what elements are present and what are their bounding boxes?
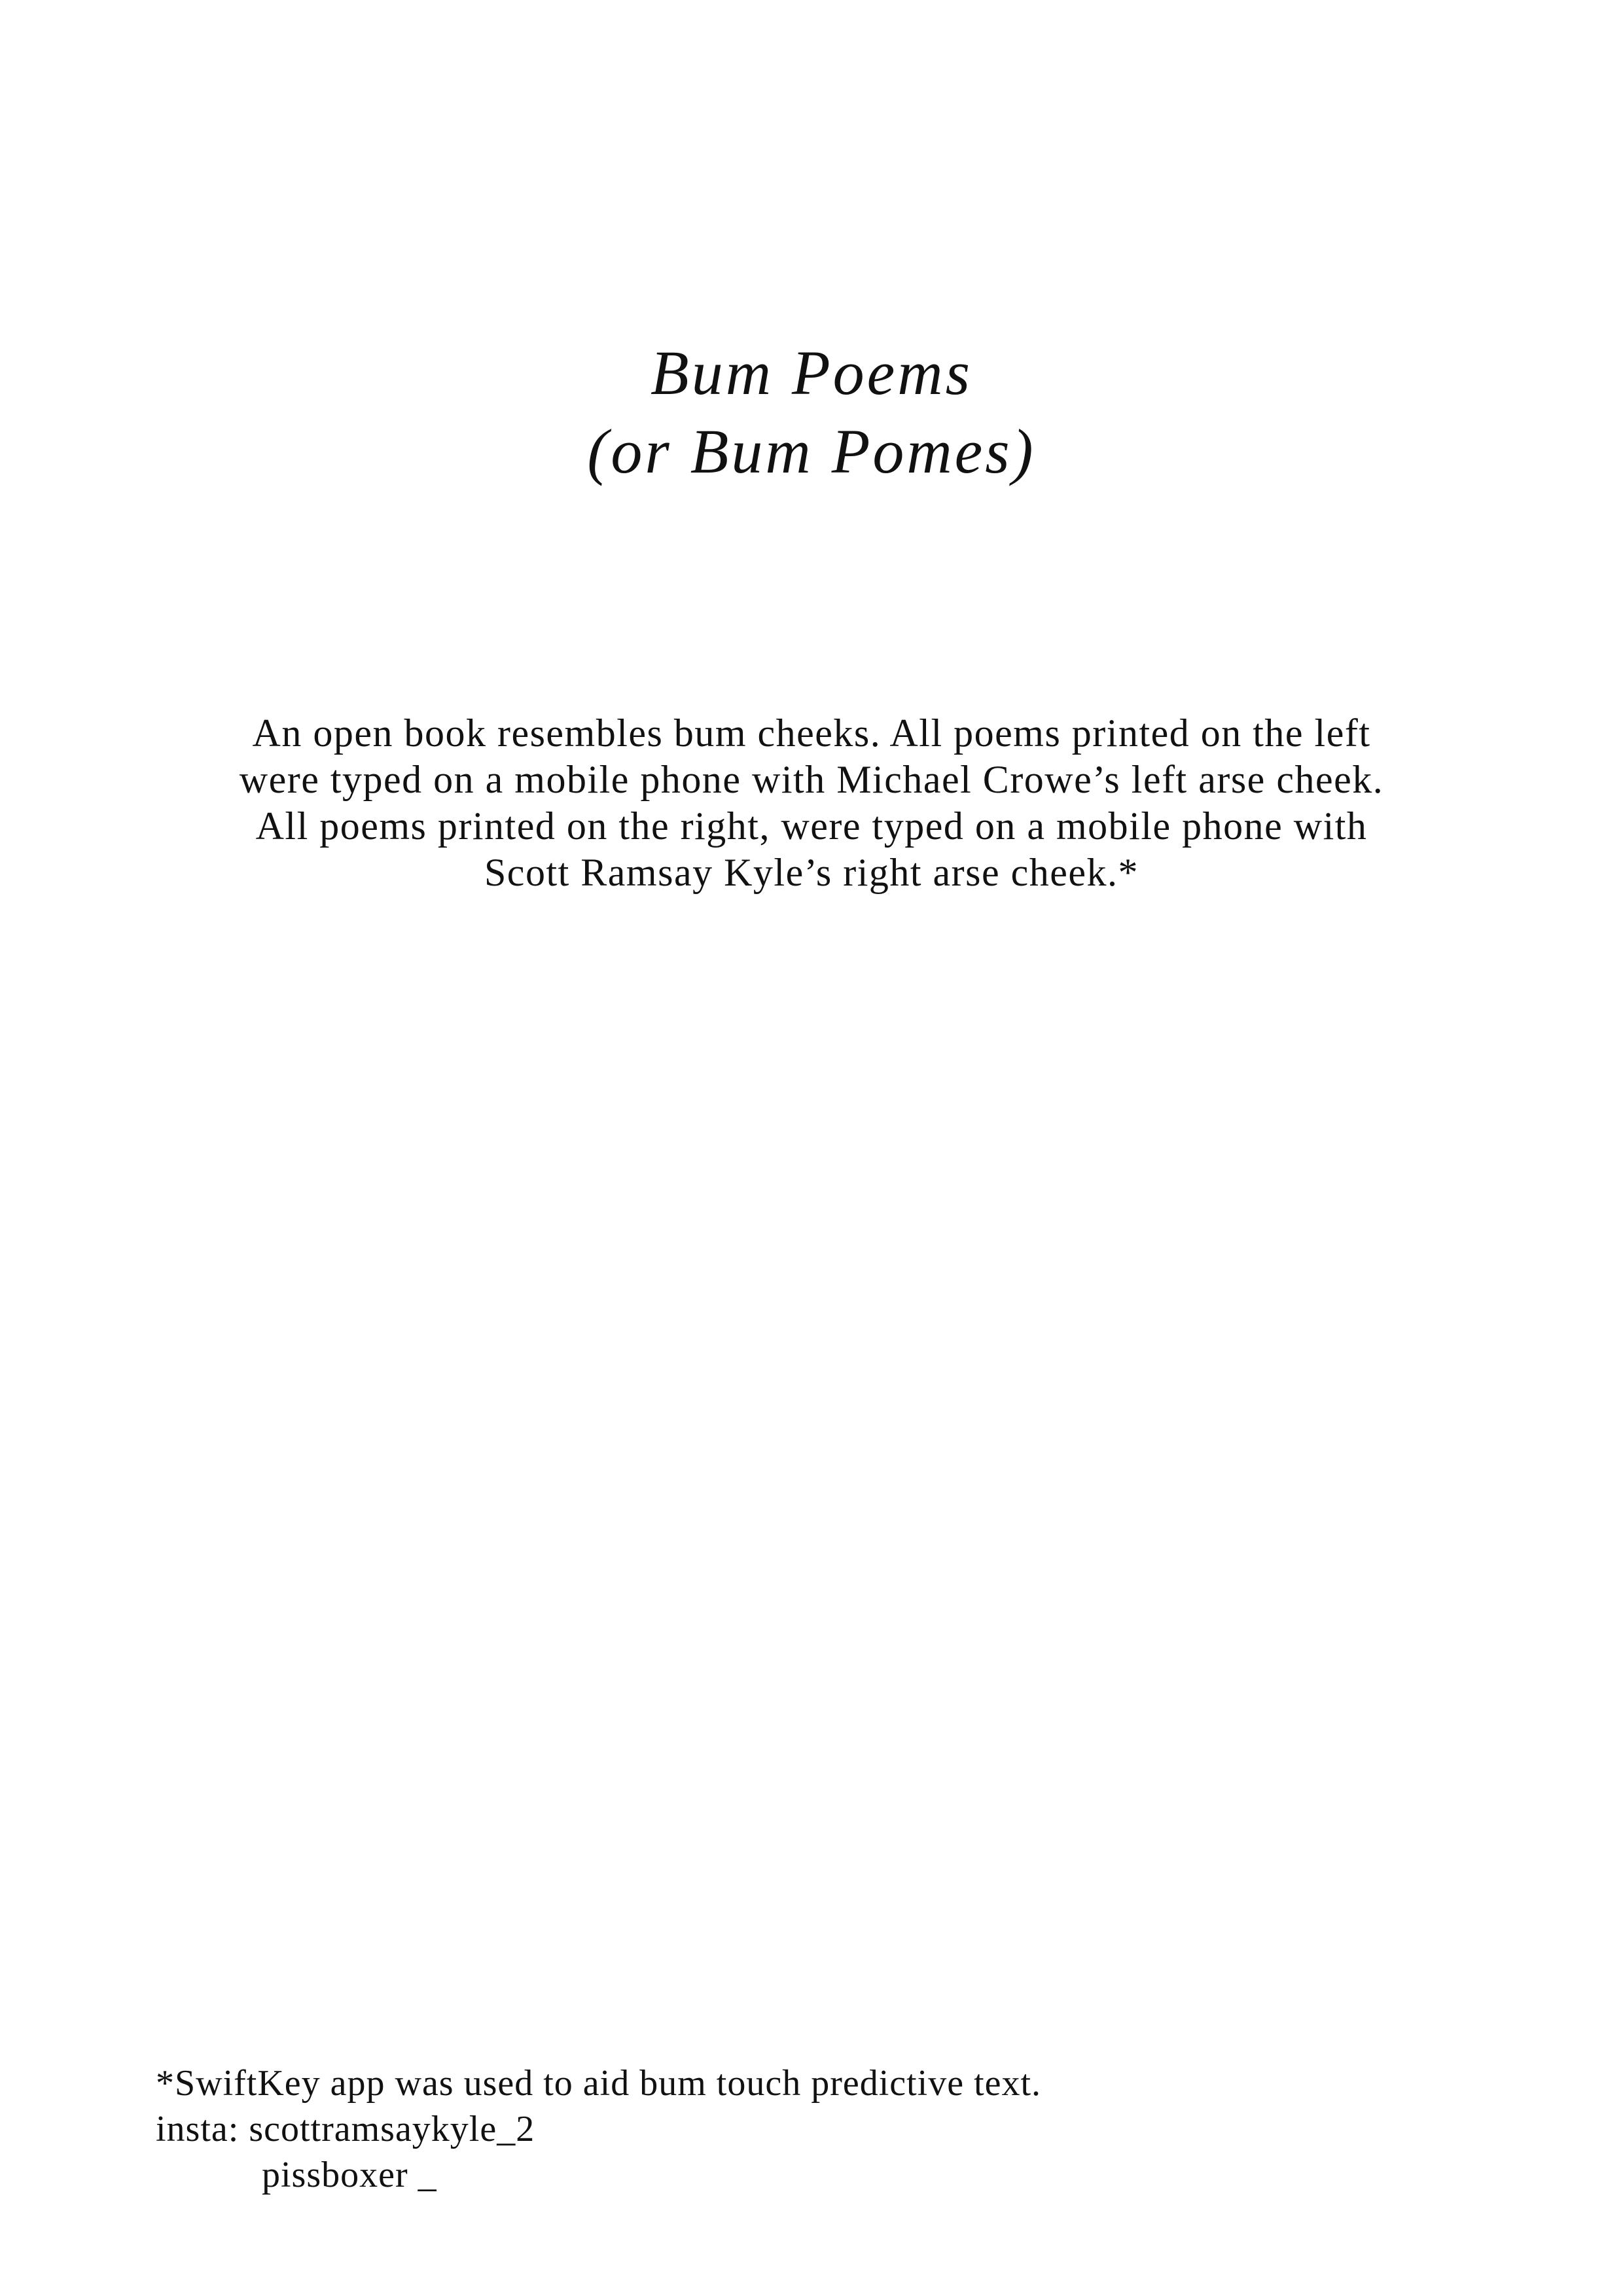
intro-line: were typed on a mobile phone with Michael Crowe’s left arse cheek. xyxy=(239,758,1384,801)
title-block xyxy=(0,334,1623,491)
insta-handle-second: pissboxer _ xyxy=(262,2155,437,2195)
page-subtitle: (or Bum Pomes) xyxy=(587,416,1036,486)
footnote-text: *SwiftKey app was used to aid bum touch predictive text. xyxy=(156,2063,1042,2104)
intro-line: Scott Ramsay Kyle’s right arse cheek.* xyxy=(484,851,1139,894)
intro-line: An open book resembles bum cheeks. All poems printed on the left xyxy=(252,711,1371,755)
page-title: Bum Poems xyxy=(651,338,972,408)
footnote xyxy=(156,2060,1465,2198)
insta-handle: insta: scottramsaykyle_2 xyxy=(156,2109,535,2149)
intro-line: All poems printed on the right, were typed on a mobile phone with xyxy=(255,804,1368,848)
intro-paragraph xyxy=(196,710,1427,896)
